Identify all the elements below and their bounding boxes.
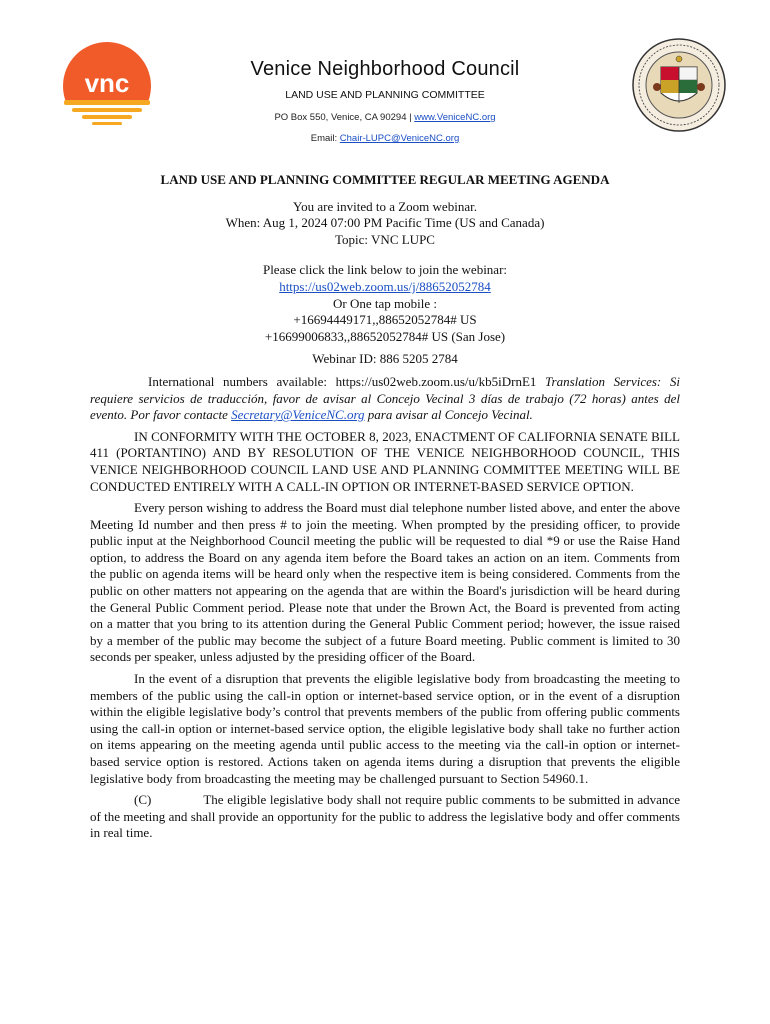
clause-c-paragraph — [90, 792, 680, 842]
webinar-link[interactable]: https://us02web.zoom.us/j/88652052784 — [279, 278, 491, 294]
secretary-email-link[interactable]: Secretary@VeniceNC.org — [231, 407, 365, 423]
address-text: PO Box 550, Venice, CA 90294 | — [274, 112, 415, 123]
translation-text-end: para avisar al Concejo Vecinal. — [364, 407, 533, 423]
phone-number-1: +16694449171,,88652052784# US — [293, 312, 477, 328]
email-label: Email: — [310, 133, 340, 144]
website-link[interactable]: www.VeniceNC.org — [414, 112, 496, 123]
translation-text: Translation Services: Si requiere servicios de traducción, favor de avisar al Concejo Vecinal 3 días de trabajo (72 horas) antes del evento. Por favor contacte — [90, 373, 680, 423]
international-numbers: International numbers available: https://us02web.zoom.us/u/kb5iDrnE1 — [148, 373, 546, 389]
org-name: Venice Neighborhood Council — [250, 58, 520, 80]
disruption-paragraph: In the event of a disruption that prevents the eligible legislative body from broadcasting the meeting to members of the public using the call-in option or internet-based service option, or in the event of a disruption within the eligible legislative body’s control that prevents members of the public from offering public comments using the call-in option or internet-based service option, the eligible legislative body shall take no further action on items appearing on the meeting agenda until public access to the meeting via the call-in option or internet-based service option is restored. Actions taken on agenda items during a disruption that prevents the eligible legislative body from broadcasting the meeting may be challenged pursuant to Section 54960.1. — [90, 671, 680, 786]
one-tap-label: Or One tap mobile : — [333, 295, 437, 311]
city-seal-icon — [631, 37, 727, 133]
international-and-translation — [90, 374, 680, 424]
phone-number-2: +16699006833,,88652052784# US (San Jose) — [264, 328, 506, 344]
vnc-logo — [58, 40, 156, 134]
public-comment-paragraph: Every person wishing to address the Board must dial telephone number listed above, and enter the above Meeting Id number and then press # to join the meeting. When prompted by the presiding officer, to provide public input at the Neighborhood Council meeting the public will be requested to dial *9 or use the Raise Hand option, to address the Board on any agenda item before the Board takes an action on an item. Comments from the public on agenda items will be heard only when the respective item is being considered. Comments from the public on other matters not appearing on the agenda that are within the Board's jurisdiction will be heard during the General Public Comment period. Please note that under the Brown Act, the Board is prevented from acting on a matter that you bring to its attention during the General Public Comment period; however, the issue raised by a member of the public may become the subject of a future Board meeting. Public comment is limited to 30 seconds per speaker, unless adjusted by the presiding officer of the Board. — [90, 500, 680, 665]
agenda-body — [90, 172, 680, 847]
committee-name: LAND USE AND PLANNING COMMITTEE — [285, 89, 485, 101]
meeting-topic: Topic: VNC LUPC — [335, 231, 435, 247]
clause-label: (C) — [134, 792, 152, 808]
address-line — [160, 111, 610, 125]
clause-text: The eligible legislative body shall not require public comments to be submitted in advance of the meeting and shall provide an opportunity for the public to address the legislative body and offer comments in real time. — [90, 792, 680, 841]
join-instructions: Please click the link below to join the webinar: — [262, 262, 508, 278]
zoom-invite: You are invited to a Zoom webinar. — [293, 198, 477, 214]
letterhead — [160, 50, 610, 146]
vnc-logo-text: vnc — [84, 68, 130, 98]
meeting-time: When: Aug 1, 2024 07:00 PM Pacific Time (US and Canada) — [225, 215, 545, 231]
agenda-title: LAND USE AND PLANNING COMMITTEE REGULAR MEETING AGENDA — [160, 172, 610, 187]
email-link[interactable]: Chair-LUPC@VeniceNC.org — [339, 133, 460, 144]
conformity-notice: IN CONFORMITY WITH THE OCTOBER 8, 2023, ENACTMENT OF CALIFORNIA SENATE BILL 411 (PORTANTINO) AND BY RESOLUTION OF THE VENICE NEIGHBORHOOD COUNCIL, THIS VENICE NEIGHBORHOOD COUNCIL LAND USE AND PLANNING COMMITTEE MEETING WILL BE CONDUCTED ENTIRELY WITH A CALL-IN OPTION OR INTERNET-BASED SERVICE OPTION. — [90, 428, 680, 494]
email-line — [160, 132, 610, 146]
webinar-id: Webinar ID: 886 5205 2784 — [312, 351, 458, 367]
